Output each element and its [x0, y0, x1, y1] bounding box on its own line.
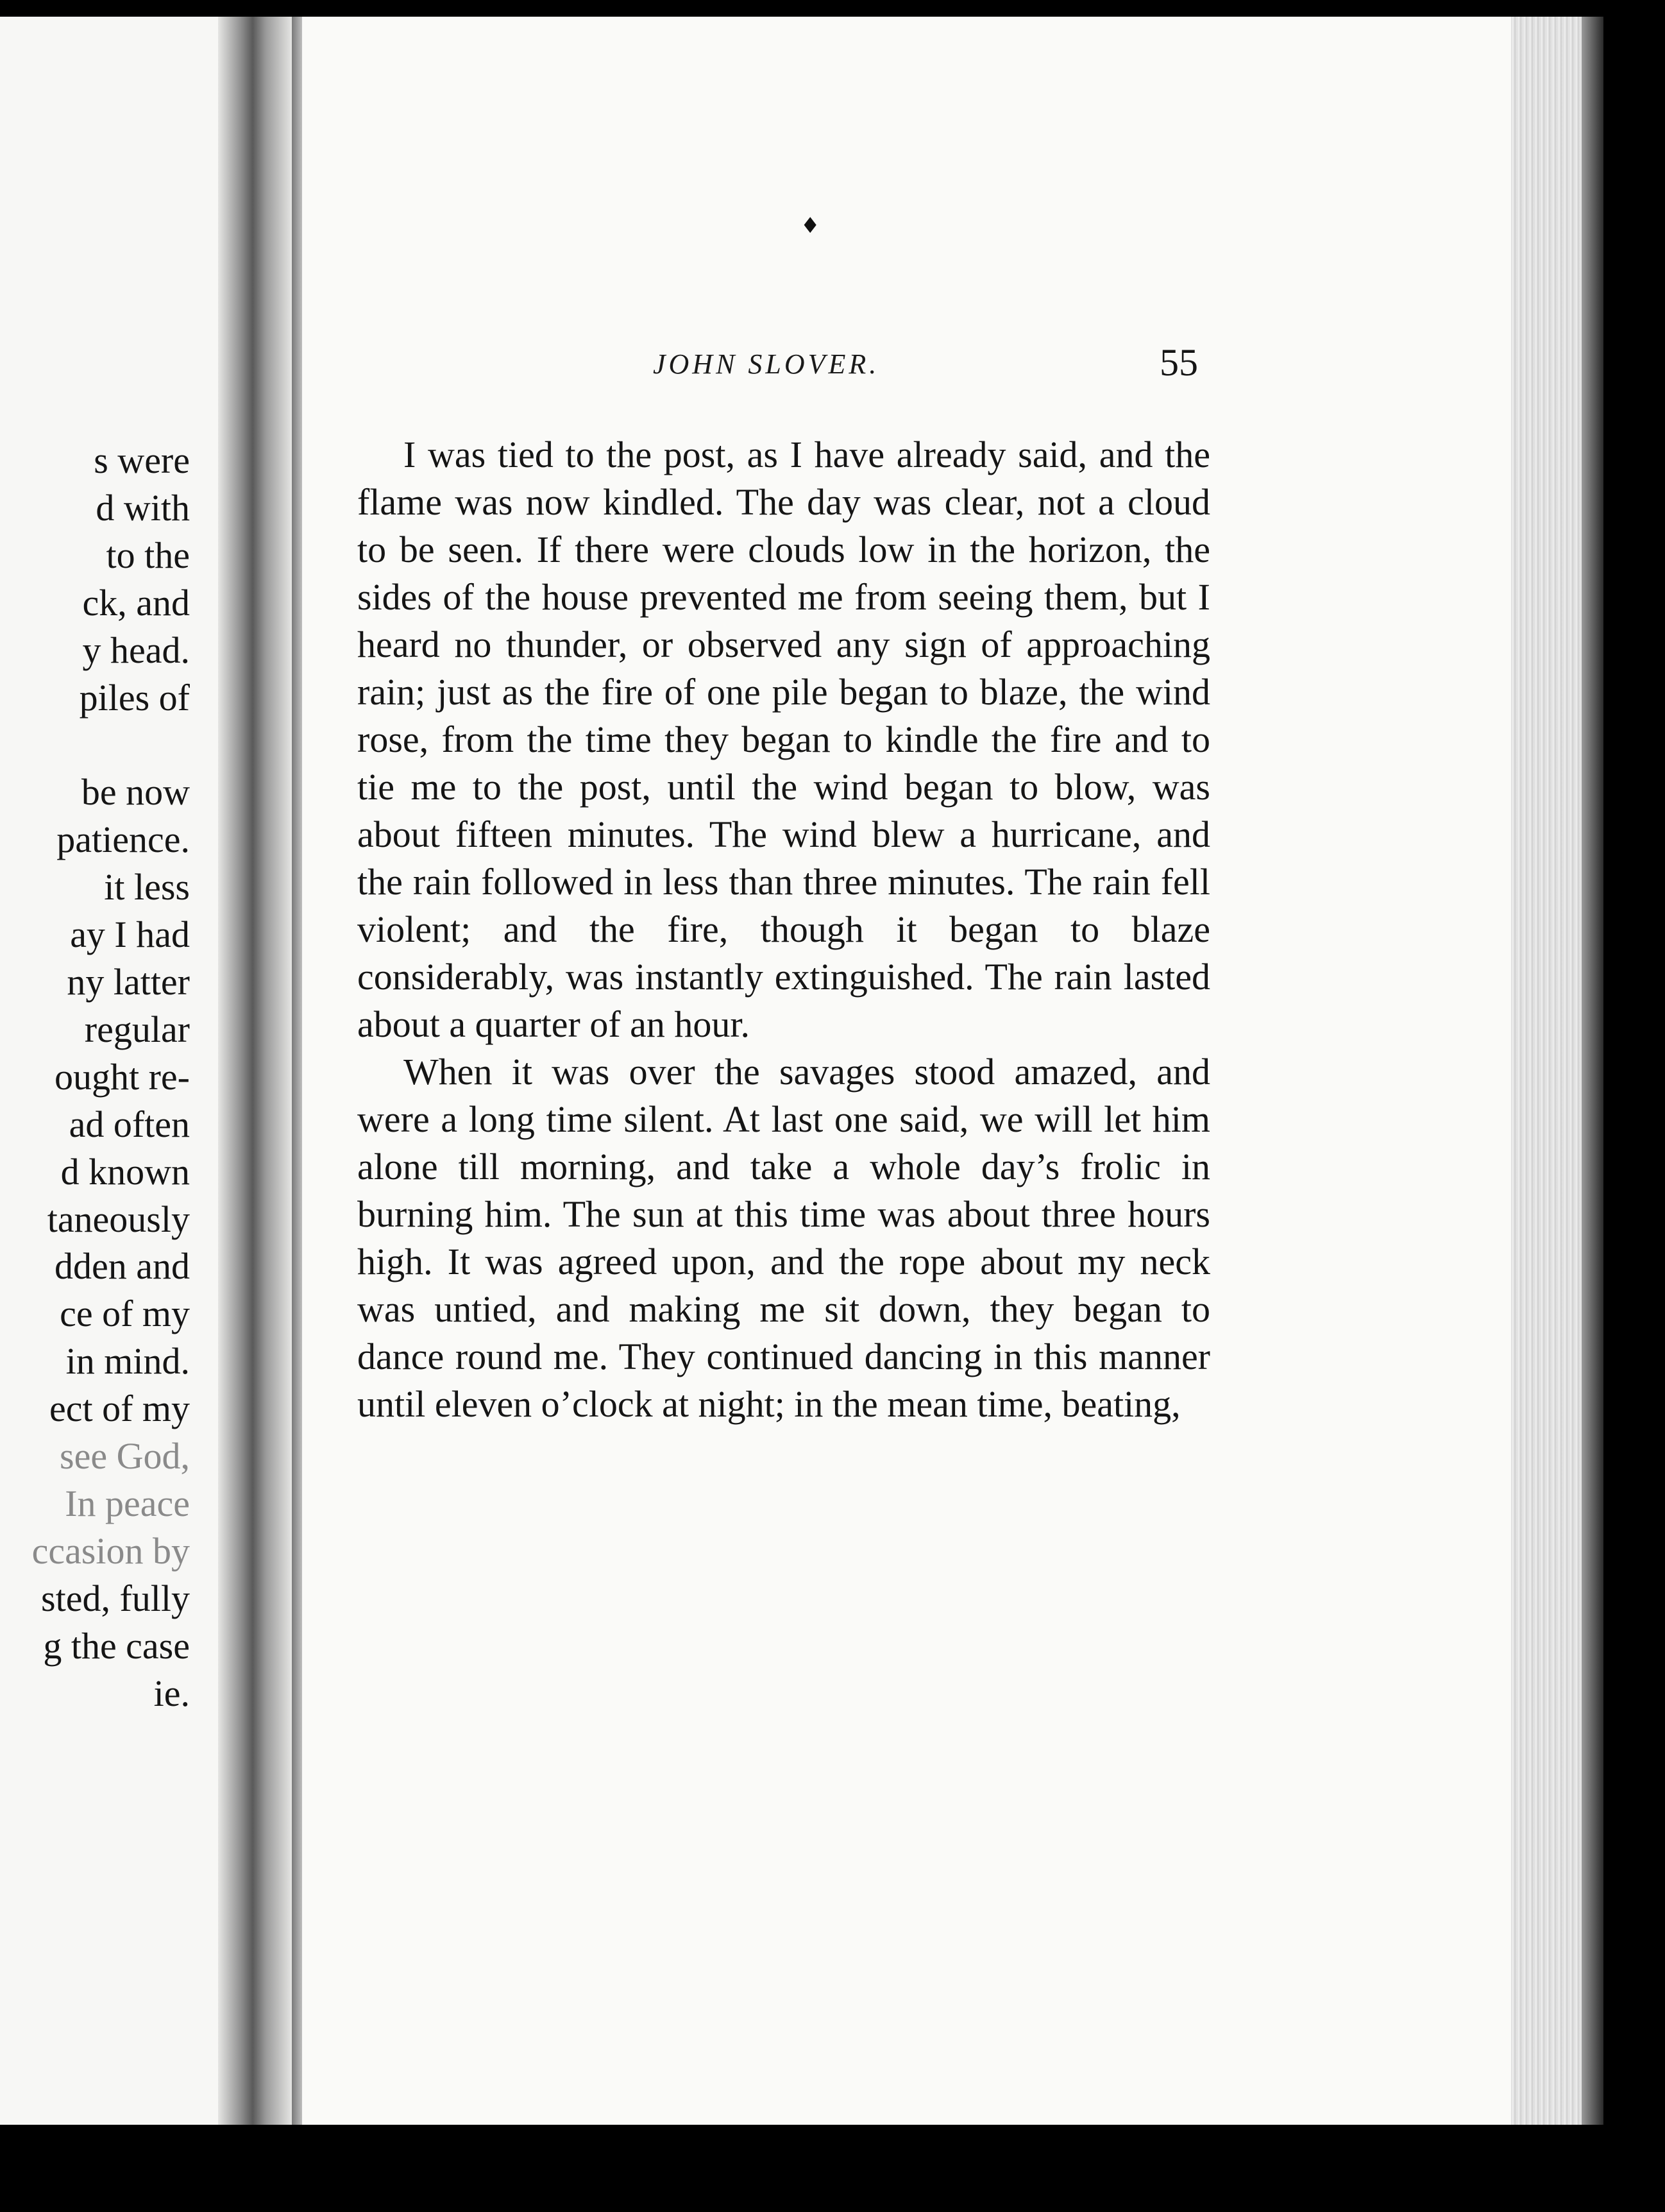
facing-line: ought re-	[55, 1055, 190, 1098]
paragraph: When it was over the savages stood amazed, and were a long time silent. At last one said, we will let him alone till morning, and take a whole day’s frolic in burning him. The sun at this time was about three hours high. It was agreed upon, and the rope about my neck was untied, and making me sit down, they began to dance round me. They continued dancing in this manner until eleven o’clock at night; in the mean time, beating,	[357, 1051, 1210, 1425]
facing-line: in mind.	[65, 1340, 190, 1382]
facing-line: piles of	[79, 676, 190, 719]
running-title: JOHN SLOVER.	[653, 348, 880, 380]
facing-line	[32, 721, 190, 769]
facing-line: taneously	[47, 1198, 190, 1240]
facing-line: be now	[81, 771, 190, 813]
page-edges	[1511, 17, 1582, 2125]
facing-page-text-fragments	[32, 437, 190, 1717]
facing-line: to the	[106, 534, 190, 576]
book-gutter-fold	[292, 17, 302, 2125]
facing-line: y head.	[82, 629, 190, 671]
facing-line: it less	[104, 866, 190, 908]
facing-line: ect of my	[49, 1388, 190, 1430]
stray-ink-mark: ♦	[800, 213, 820, 239]
facing-line: In peace	[65, 1482, 190, 1524]
page-number: 55	[1160, 341, 1198, 384]
facing-line: sted, fully	[41, 1577, 190, 1619]
facing-line: ad often	[69, 1103, 190, 1145]
facing-line: s were	[94, 439, 190, 481]
facing-line: ce of my	[60, 1293, 190, 1335]
facing-line: ay I had	[70, 914, 190, 956]
page-edge-shadow	[1582, 17, 1603, 2125]
facing-line: see God,	[60, 1435, 190, 1477]
facing-line: ck, and	[82, 581, 190, 624]
facing-line: ccasion by	[31, 1529, 190, 1572]
paragraph: I was tied to the post, as I have already said, and the flame was now kindled. The day was clear, not a cloud to be seen. If there were clouds low in the horizon, the sides of the house prevented me from seeing them, but I heard no thunder, or observed any sign of approaching rain; just as the fire of one pile began to blaze, the wind rose, from the time they began to kindle the fire and to tie me to the post, until the wind began to blow, was about fifteen minutes. The wind blew a hurricane, and the rain followed in less than three minutes. The rain fell violent; and the fire, though it began to blaze considerably, was instantly extinguished. The rain lasted about a quarter of an hour.	[357, 434, 1210, 1045]
facing-page	[0, 17, 249, 2125]
facing-line: ie.	[153, 1672, 190, 1714]
facing-line: d with	[96, 486, 190, 529]
facing-line: dden and	[55, 1245, 190, 1288]
facing-line: regular	[84, 1008, 190, 1050]
facing-line: ny latter	[67, 960, 190, 1003]
facing-line: d known	[60, 1150, 190, 1193]
facing-line: patience.	[56, 819, 190, 861]
facing-line: g the case	[43, 1624, 190, 1667]
book-gutter-shadow	[218, 17, 295, 2125]
body-text	[357, 431, 1210, 1428]
